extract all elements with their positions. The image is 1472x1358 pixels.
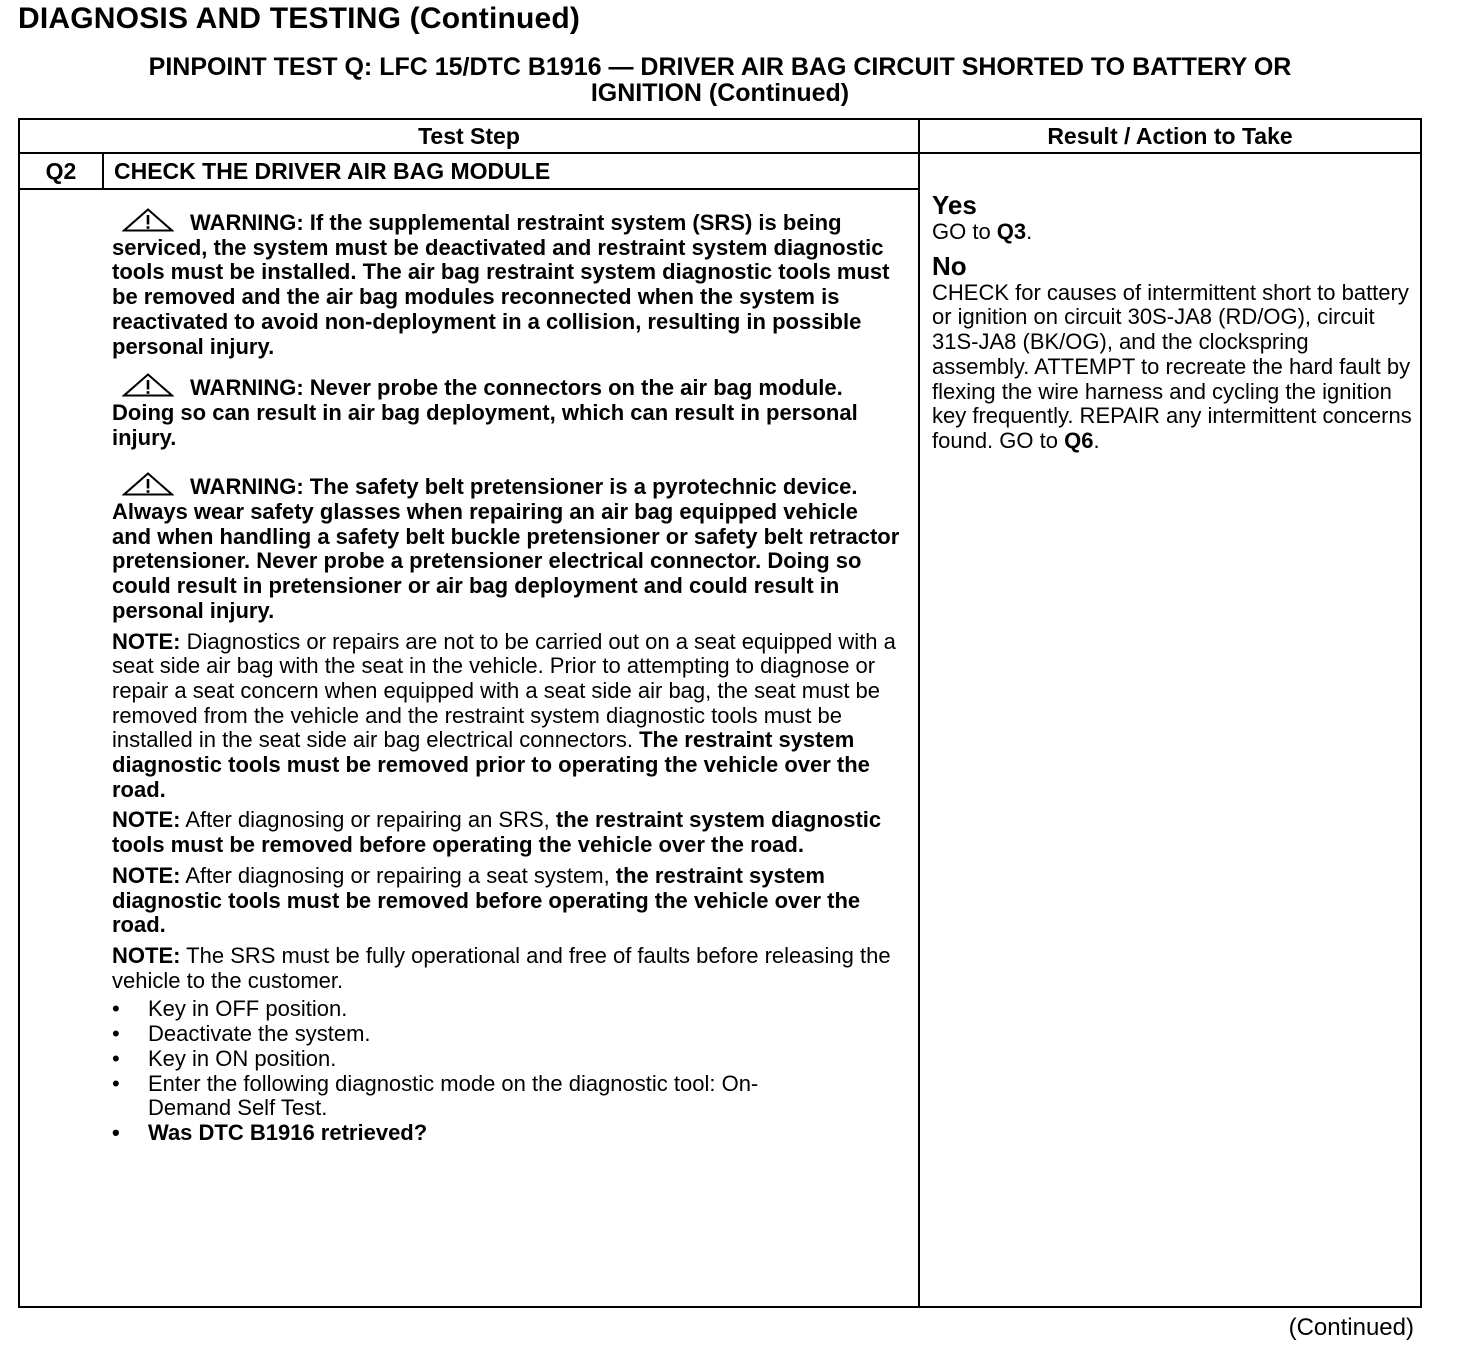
note-seat-side — [112, 630, 902, 803]
page-title: DIAGNOSIS AND TESTING (Continued) — [18, 2, 581, 35]
result-no-action — [932, 281, 1412, 454]
result-yes-action — [932, 220, 1412, 245]
note-label: NOTE: — [112, 628, 181, 654]
note-text: After diagnosing or repairing an SRS, — [180, 807, 556, 833]
note-label: NOTE: — [112, 807, 181, 833]
warning-probe-text: WARNING: Never probe the connectors on the air bag module. Doing so can result in air bag deployment, which can result in personal injury. — [112, 375, 858, 450]
warning-pretensioner — [112, 472, 902, 623]
column-divider — [918, 118, 920, 1308]
result-yes-label: Yes — [932, 190, 977, 220]
note-bold-text: the restraint system diagnostic tools must be removed before operating the vehicle over the road. — [112, 807, 882, 858]
warning-srs — [112, 208, 902, 359]
pinpoint-test-title-line1: PINPOINT TEST Q: LFC 15/DTC B1916 — DRIVER AIR BAG CIRCUIT SHORTED TO BATTERY OR — [148, 53, 1292, 81]
step-bullet-list — [112, 997, 902, 1145]
note-after-seat — [112, 864, 902, 938]
bullet-item: • Enter the following diagnostic mode on the diagnostic tool: On-Demand Self Test. — [112, 1072, 902, 1121]
result-no-end: . — [1093, 427, 1100, 453]
result-no-label: No — [932, 250, 967, 281]
warning-srs-text: WARNING: If the supplemental restraint system (SRS) is being serviced, the system must be deactivated and restraint system diagnostic tools must be installed. The air bag restraint system diagnostic tools must be removed and the air bag modules reconnected when the system is reactivated to avoid non-deployment in a collision, resulting in possible personal injury. — [112, 210, 890, 359]
bullet-item: • Key in OFF position. — [112, 997, 902, 1022]
bullet-item: • Key in ON position. — [112, 1047, 902, 1072]
result-yes-end: . — [1026, 219, 1033, 244]
note-text: The SRS must be fully operational and free of faults before releasing the vehicle to the customer. — [112, 942, 891, 993]
note-label: NOTE: — [112, 862, 181, 888]
warning-triangle-icon — [122, 373, 174, 397]
result-yes-target: Q3 — [996, 219, 1027, 244]
bullet-question: • Was DTC B1916 retrieved? — [112, 1121, 902, 1146]
step-title-divider — [18, 188, 920, 190]
result-column — [932, 190, 1412, 460]
result-yes-text: GO to — [932, 219, 997, 244]
note-operational — [112, 944, 902, 993]
note-bold-text: The restraint system diagnostic tools must be removed prior to operating the vehicle over the road. — [112, 727, 870, 802]
result-no-target: Q6 — [1064, 427, 1094, 453]
result-yes — [932, 190, 1412, 245]
note-text: After diagnosing or repairing a seat system, — [180, 862, 616, 888]
result-no-text: CHECK for causes of intermittent short to battery or ignition on circuit 30S-JA8 (RD/OG), circuit 31S-JA8 (BK/OG), and the clockspring assembly. ATTEMPT to recreate the hard fault by flexing the wire harness and cycling the ignition key frequently. REPAIR any intermittent concerns found. GO to — [932, 279, 1412, 453]
continued-label: (Continued) — [1288, 1314, 1414, 1341]
step-id-divider — [102, 152, 104, 189]
pinpoint-test-title-line2: IGNITION (Continued) — [590, 79, 850, 107]
warning-triangle-icon — [122, 208, 174, 232]
warning-probe — [112, 373, 902, 450]
step-title: CHECK THE DRIVER AIR BAG MODULE — [114, 158, 551, 184]
step-id: Q2 — [45, 158, 77, 184]
col-header-result: Result / Action to Take — [1047, 123, 1293, 149]
warning-triangle-icon — [122, 472, 174, 496]
note-after-srs — [112, 808, 902, 857]
note-bold-text: the restraint system diagnostic tools must be removed before operating the vehicle over the road. — [112, 862, 861, 938]
note-text: Diagnostics or repairs are not to be carried out on a seat equipped with a seat side air bag with the seat in the vehicle. Prior to attempting to diagnose or repair a seat concern when equipped with a seat side air bag, the seat must be removed from the vehicle and the restraint system diagnostic tools must be installed in the seat side air bag electrical connectors. — [112, 628, 896, 753]
result-no — [932, 251, 1412, 454]
bullet-item: • Deactivate the system. — [112, 1022, 902, 1047]
pinpoint-test-title — [40, 54, 1400, 106]
warning-pretensioner-text: WARNING: The safety belt pretensioner is a pyrotechnic device. Always wear safety glasses when repairing an air bag equipped vehicle and when handling a safety belt buckle pretensioner or safety belt retractor pretensioner. Never probe a pretensioner electrical connector. Doing so could result in pretensioner or air bag deployment and could result in personal injury. — [112, 474, 900, 623]
note-label: NOTE: — [112, 942, 181, 968]
step-body — [112, 208, 902, 1146]
col-header-test-step: Test Step — [418, 123, 520, 149]
